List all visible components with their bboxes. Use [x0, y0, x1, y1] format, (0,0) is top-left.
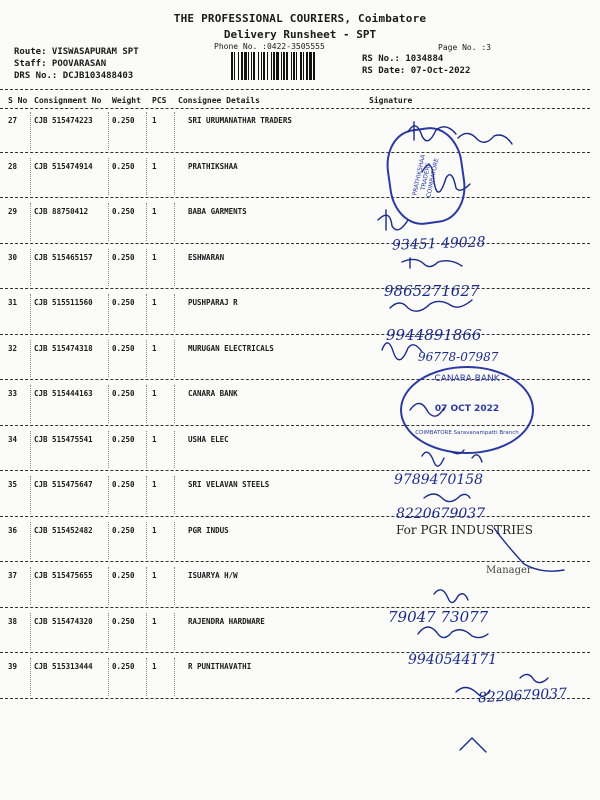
row-consignee: PRATHIKSHAA [188, 161, 238, 171]
column-separator [108, 294, 109, 332]
row-weight: 0.250 [112, 662, 135, 671]
row-sno: 37 [8, 571, 18, 580]
phone-number: Phone No. :0422-3505555 [214, 42, 325, 51]
hand-phone-29: 93451 49028 [391, 234, 486, 254]
column-separator [146, 112, 147, 150]
rs-date: RS Date: 07-Oct-2022 [362, 66, 471, 76]
row-sno: 33 [8, 389, 18, 398]
column-separator [108, 613, 109, 651]
row-consignment-no: CJB 88750412 [34, 207, 89, 216]
column-separator [108, 385, 109, 423]
column-separator [146, 294, 147, 332]
row-sno: 35 [8, 480, 18, 489]
column-separator [30, 658, 31, 696]
row-pcs: 1 [152, 389, 157, 398]
column-separator [174, 158, 175, 196]
column-separator [30, 112, 31, 150]
column-separator [146, 385, 147, 423]
row-pcs: 1 [152, 161, 157, 171]
column-separator [30, 158, 31, 196]
rs-number: RS No.: 1034884 [362, 54, 444, 64]
row-pcs: 1 [152, 207, 157, 216]
row-sno: 36 [8, 525, 18, 535]
hand-phone-35: 8220679037 [396, 506, 486, 522]
row-consignee: PUSHPARAJ R [188, 298, 238, 307]
row-sno: 27 [8, 116, 18, 125]
prathikshaa-seal-text: PRATHIKSHAA TRADERS COIMBATORE [411, 153, 441, 199]
column-separator [146, 158, 147, 196]
column-separator [108, 658, 109, 696]
hand-phone-37: 79047 73077 [388, 608, 489, 626]
column-separator [174, 476, 175, 514]
column-separator [174, 203, 175, 241]
row-weight: 0.250 [112, 161, 135, 171]
col-sno: S No [8, 96, 28, 105]
row-pcs: 1 [152, 343, 157, 353]
row-weight: 0.250 [112, 252, 135, 262]
column-separator [108, 112, 109, 150]
row-weight: 0.250 [112, 480, 135, 489]
header-rule-top [0, 89, 590, 90]
column-separator [108, 249, 109, 287]
row-consignment-no: CJB 515474914 [34, 161, 93, 171]
row-sno: 38 [8, 616, 18, 626]
row-consignee: ESHWARAN [188, 252, 225, 262]
canara-seal-date: 07 OCT 2022 [434, 404, 500, 414]
row-sno: 32 [8, 343, 18, 353]
row-sno: 29 [8, 207, 18, 216]
column-separator [146, 658, 147, 696]
hand-phone-30: 9865271627 [384, 282, 480, 300]
page-number: Page No. :3 [438, 43, 491, 52]
row-consignment-no: CJB 515511560 [34, 298, 93, 307]
column-separator [174, 294, 175, 332]
row-consignee: MURUGAN ELECTRICALS [188, 343, 274, 353]
column-separator [146, 476, 147, 514]
column-separator [174, 249, 175, 287]
column-separator [146, 567, 147, 605]
row-consignee: CANARA BANK [188, 389, 238, 398]
hand-phone-39: 8220679037 [477, 685, 568, 707]
row-sno: 28 [8, 161, 18, 171]
column-separator [146, 340, 147, 378]
column-separator [108, 431, 109, 469]
row-weight: 0.250 [112, 525, 135, 535]
row-consignee: USHA ELEC [188, 434, 229, 444]
column-separator [30, 431, 31, 469]
col-signature: Signature [369, 96, 413, 105]
drs-number: DRS No.: DCJB103488403 [14, 71, 134, 81]
row-consignee: BABA GARMENTS [188, 207, 247, 216]
row-consignment-no: CJB 515475647 [34, 480, 93, 489]
row-consignment-no: CJB 515475541 [34, 434, 93, 444]
row-weight: 0.250 [112, 116, 135, 125]
row-weight: 0.250 [112, 434, 135, 444]
row-pcs: 1 [152, 252, 157, 262]
row-consignment-no: CJB 515474318 [34, 343, 93, 353]
pgr-company-stamp: For PGR INDUSTRIES [396, 523, 533, 537]
row-pcs: 1 [152, 525, 157, 535]
row-sno: 34 [8, 434, 18, 444]
column-separator [108, 522, 109, 560]
col-pcs: PCS [152, 96, 167, 105]
route-label: Route: VISWASAPURAM SPT [14, 47, 139, 57]
hand-phone-32: 96778-07987 [418, 350, 499, 364]
column-separator [30, 567, 31, 605]
row-sno: 31 [8, 298, 18, 307]
row-pcs: 1 [152, 116, 157, 125]
header-rule-bottom [0, 108, 590, 109]
document-subtitle: Delivery Runsheet - SPT [223, 28, 377, 41]
column-separator [30, 522, 31, 560]
column-separator [30, 249, 31, 287]
column-separator [108, 476, 109, 514]
column-separator [174, 385, 175, 423]
row-consignment-no: CJB 515474223 [34, 116, 93, 125]
row-consignee: SRI VELAVAN STEELS [188, 480, 270, 489]
column-separator [174, 613, 175, 651]
column-separator [108, 158, 109, 196]
column-separator [108, 340, 109, 378]
column-separator [30, 613, 31, 651]
row-consignee: RAJENDRA HARDWARE [188, 616, 265, 626]
column-separator [146, 431, 147, 469]
hand-phone-31: 9944891866 [386, 326, 482, 344]
column-separator [174, 112, 175, 150]
row-consignment-no: CJB 515474320 [34, 616, 93, 626]
hand-phone-34: 9789470158 [394, 472, 484, 488]
hand-phone-38: 9940544171 [408, 652, 498, 668]
canara-seal-name: CANARA BANK [434, 374, 500, 384]
row-pcs: 1 [152, 571, 157, 580]
row-weight: 0.250 [112, 343, 135, 353]
col-weight: Weight [112, 96, 141, 105]
row-consignment-no: CJB 515444163 [34, 389, 93, 398]
column-separator [174, 340, 175, 378]
row-weight: 0.250 [112, 207, 135, 216]
row-consignee: R PUNITHAVATHI [188, 662, 252, 671]
row-sno: 30 [8, 252, 18, 262]
col-consignment: Consignment No [34, 96, 102, 105]
column-separator [30, 203, 31, 241]
column-separator [30, 385, 31, 423]
column-separator [174, 431, 175, 469]
staff-label: Staff: POOVARASAN [14, 59, 107, 69]
signature-scribbles [360, 110, 600, 800]
column-separator [146, 203, 147, 241]
column-separator [30, 294, 31, 332]
barcode [230, 52, 354, 80]
canara-seal-branch: COIMBATORE Saravanampatti Branch [415, 430, 519, 436]
row-consignment-no: CJB 515475655 [34, 571, 93, 580]
row-consignment-no: CJB 515452482 [34, 525, 93, 535]
row-consignee: SRI URUMANATHAR TRADERS [188, 116, 292, 125]
column-separator [146, 249, 147, 287]
row-weight: 0.250 [112, 571, 135, 580]
column-separator [30, 476, 31, 514]
row-consignee: ISUARYA H/W [188, 571, 238, 580]
row-consignee: PGR INDUS [188, 525, 229, 535]
pgr-manager-label: Manager [486, 565, 532, 576]
column-separator [174, 658, 175, 696]
column-separator [30, 340, 31, 378]
row-pcs: 1 [152, 662, 157, 671]
col-consignee: Consignee Details [178, 96, 260, 105]
column-separator [108, 567, 109, 605]
row-weight: 0.250 [112, 616, 135, 626]
row-weight: 0.250 [112, 389, 135, 398]
row-consignment-no: CJB 515465157 [34, 252, 93, 262]
row-pcs: 1 [152, 480, 157, 489]
row-consignment-no: CJB 515313444 [34, 662, 93, 671]
column-separator [174, 522, 175, 560]
row-pcs: 1 [152, 434, 157, 444]
column-separator [146, 522, 147, 560]
row-pcs: 1 [152, 616, 157, 626]
column-separator [146, 613, 147, 651]
column-separator [174, 567, 175, 605]
row-weight: 0.250 [112, 298, 135, 307]
row-pcs: 1 [152, 298, 157, 307]
row-sno: 39 [8, 662, 18, 671]
column-separator [108, 203, 109, 241]
document-title: THE PROFESSIONAL COURIERS, Coimbatore [173, 12, 427, 25]
